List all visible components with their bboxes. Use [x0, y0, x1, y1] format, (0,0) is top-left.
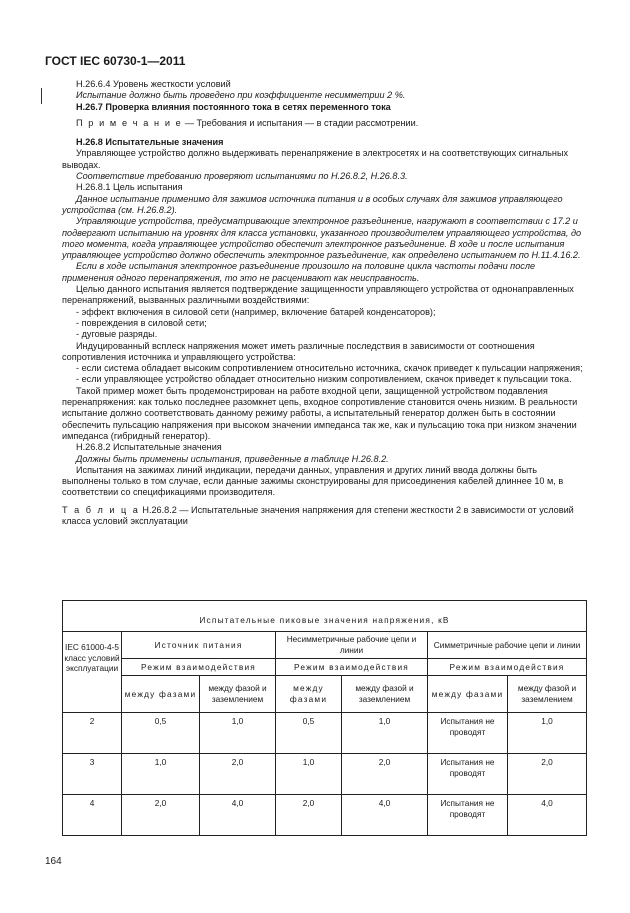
paragraph: Данное испытание применимо для зажимов источника питания и в особых случаях для зажимов управляющего устройства (см. Н.26.8.2).: [62, 193, 563, 215]
table-cell: 1,0: [200, 713, 276, 754]
table-top-spacer: [63, 601, 587, 611]
mode-header: Режим взаимодействия: [428, 659, 587, 676]
list-item: - если система обладает высоким сопротивлением относительно источника, скачок приведет к пульсации напряжения;: [76, 363, 583, 374]
table-cell: 2,0: [122, 795, 200, 836]
table-row: [63, 795, 587, 836]
table-cell: 4: [63, 795, 122, 836]
group-header: Несимметричные рабочие цепи и линии: [276, 632, 428, 659]
table-cell: 0,5: [276, 713, 342, 754]
table-cell: 3: [63, 754, 122, 795]
sub-header: между фазами: [428, 676, 508, 713]
paragraph: Н.26.6.4 Уровень жесткости условий: [76, 79, 231, 89]
table-cell: 4,0: [200, 795, 276, 836]
list-item: - если управляющее устройство обладает относительно низким сопротивлением, скачок приведет к пульсации тока.: [76, 374, 572, 385]
sub-header: между фазами: [276, 676, 342, 713]
document-header: ГОСТ IEC 60730-1—2011: [45, 54, 186, 68]
table-cell: 2,0: [276, 795, 342, 836]
caption-label: Т а б л и ц а: [62, 504, 140, 515]
list-item: - дуговые разряды.: [76, 329, 158, 340]
table-cell: 1,0: [122, 754, 200, 795]
note-label: П р и м е ч а н и е: [76, 117, 183, 128]
table-cell: 2,0: [508, 754, 587, 795]
table-cell: 2,0: [200, 754, 276, 795]
sub-header: между фазами: [122, 676, 200, 713]
table-cell: 1,0: [508, 713, 587, 754]
paragraph: Соответствие требованию проверяют испытаниями по Н.26.8.2, Н.26.8.3.: [76, 171, 408, 182]
table-cell: 2,0: [342, 754, 428, 795]
table-cell: 0,5: [122, 713, 200, 754]
table-cell: Испытания не проводят: [428, 754, 508, 795]
paragraph: Если в ходе испытания электронное разъединение произошло на половине цикла частоты подачи после применения одного перенапряжения, то это не расценивают как неисправность.: [62, 261, 536, 283]
group-header: Симметричные рабочие цепи и линии: [428, 632, 587, 659]
table-cell: 1,0: [342, 713, 428, 754]
mode-header: Режим взаимодействия: [122, 659, 276, 676]
sub-header: между фазой и заземлением: [200, 676, 276, 713]
table-row: [63, 713, 587, 754]
section-heading: Н.26.7 Проверка влияния постоянного тока в сетях переменного тока: [76, 101, 391, 112]
list-item: - повреждения в силовой сети;: [76, 317, 207, 328]
mode-header: Режим взаимодействия: [276, 659, 428, 676]
paragraph: Испытания на зажимах линий индикации, передачи данных, управления и других линий ввода должны быть выполнены только в том случае, если данные зажимы сконструированы для присоединения кабелей длиннее 10 м, в соответствии со спецификациями производителя.: [62, 464, 564, 498]
paragraph: Управляющие устройства, предусматривающие электронное разъединение, нагружают в соответствии с 17.2 и подвергают испытанию на уровнях для класса установки, указанного производителем управляющего устройства, до того момента, когда управляющее устройство обеспечит электронное разъединение. В ходе и после испытания управляющее устройство должно обеспечить электронное разъединение, как определено испытанием по Н.11.4.16.2.: [62, 216, 582, 261]
table-cell: Испытания не проводят: [428, 713, 508, 754]
caption-text: Н.26.8.2 — Испытательные значения напряжения для степени жесткости 2 в зависимости от условий класса условий эксплуатации: [62, 504, 574, 526]
document-body: [62, 79, 586, 527]
test-values-table: [62, 600, 587, 836]
table-row: [63, 754, 587, 795]
note-text: — Требования и испытания — в стадии рассмотрении.: [182, 117, 419, 128]
table-cell: 2: [63, 713, 122, 754]
paragraph: Такой пример может быть продемонстрирован на работе входной цепи, защищенной устройством подавления перенапряжения: как только последнее разомкнет цепь, входное сопротивление становится очень низким. В реальности испытание должно соответствовать данному режиму работы, а испытательный генератор должен быть в состоянии обеспечить пульсацию напряжения при высоком значении импеданса так же, как и пульсацию тока при низком значении импеданса (гибридный генератор).: [62, 385, 578, 441]
group-header: Источник питания: [122, 632, 276, 659]
paragraph: Н.26.8.1 Цель испытания: [76, 182, 183, 193]
sub-header: между фазой и заземлением: [508, 676, 587, 713]
paragraph: Н.26.8.2 Испытательные значения: [76, 442, 222, 453]
sub-header: между фазой и заземлением: [342, 676, 428, 713]
note: [62, 118, 586, 129]
paragraph: Испытание должно быть проведено при коэффициенте несимметрии 2 %.: [76, 90, 406, 101]
paragraph: Индуцированный всплеск напряжения может иметь различные последствия в зависимости от соотношения сопротивления источника и управляющего устройства:: [62, 340, 535, 362]
section-heading: Н.26.8 Испытательные значения: [76, 137, 224, 148]
list-item: - эффект включения в силовой сети (например, включение батарей конденсаторов);: [76, 306, 436, 317]
table-cell: Испытания не проводят: [428, 795, 508, 836]
page-number: 164: [45, 856, 62, 867]
table-top-header: Испытательные пиковые значения напряжения, кВ: [63, 610, 587, 632]
change-bar: [41, 88, 42, 104]
table-cell: 1,0: [276, 754, 342, 795]
paragraph: Управляющее устройство должно выдерживать перенапряжение в электросетях и на соответствующих сигнальных выводах.: [62, 148, 569, 170]
table-cell: 4,0: [508, 795, 587, 836]
paragraph: Целью данного испытания является подтверждение защищенности управляющего устройства от однонаправленных перенапряжений, вызванных различными воздействиями:: [62, 284, 574, 306]
table-caption: [62, 505, 586, 528]
class-header: IEC 61000-4-5 класс условий эксплуатации: [63, 632, 122, 713]
paragraph: Должны быть применены испытания, приведенные в таблице Н.26.8.2.: [76, 453, 389, 464]
table-cell: 4,0: [342, 795, 428, 836]
